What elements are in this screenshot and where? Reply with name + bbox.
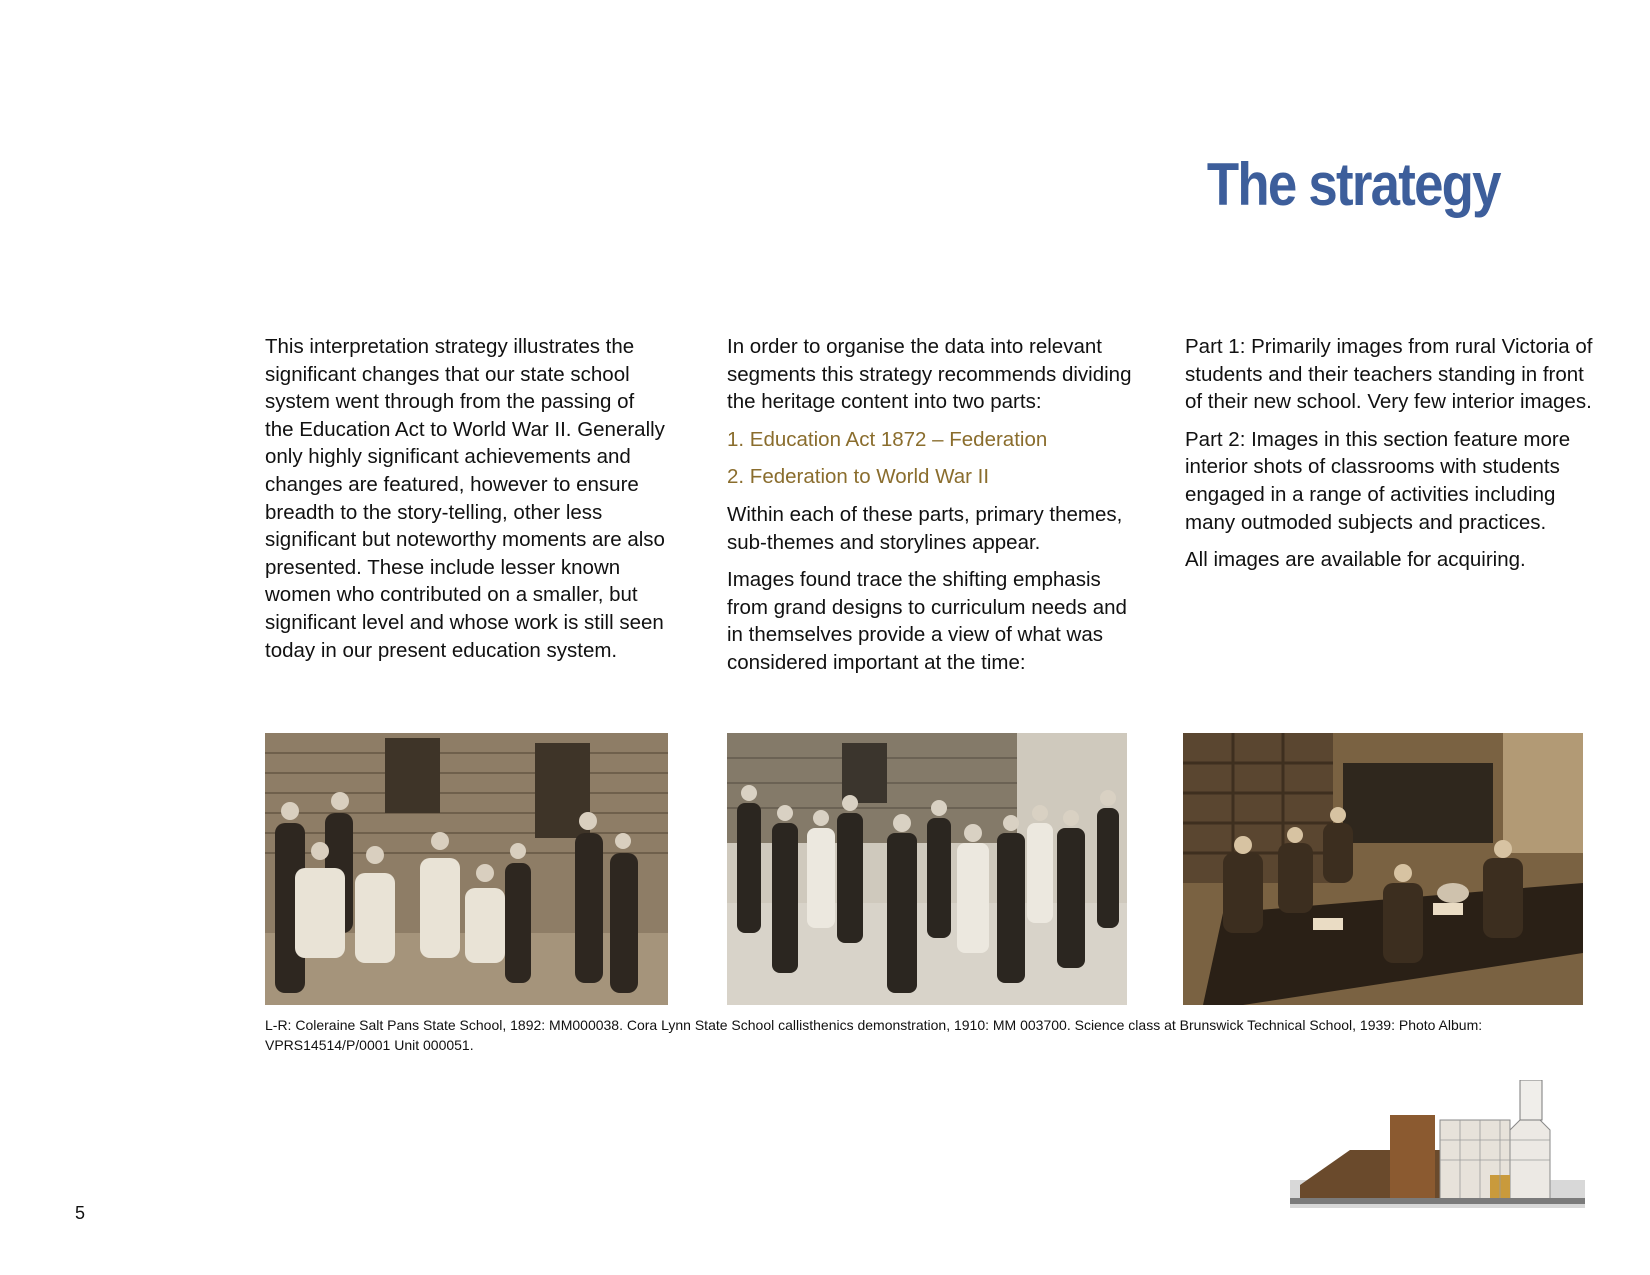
part-one-heading: 1. Education Act 1872 – Federation xyxy=(727,427,1048,451)
page-number: 5 xyxy=(75,1203,86,1223)
column-intro xyxy=(265,333,665,674)
column-structure xyxy=(727,333,1137,687)
themes-paragraph: Within each of these parts, primary themes, sub-themes and storylines appear. xyxy=(727,502,1123,554)
images-paragraph: Images found trace the shifting emphasis from grand designs to curriculum needs and in themselves provide a view of what was considered important at the time: xyxy=(727,568,1127,674)
part-one-description: Part 1: Primarily images from rural Victoria of students and their teachers standing in front of their new school. Very few interior images. xyxy=(1185,335,1593,414)
page-title: The strategy xyxy=(1207,151,1500,218)
part-two-description: Part 2: Images in this section feature more interior shots of classrooms with students engaged in a range of activities including many outmoded subjects and practices. xyxy=(1185,427,1571,534)
availability-note: All images are available for acquiring. xyxy=(1185,548,1526,572)
structure-paragraph: In order to organise the data into relevant segments this strategy recommends dividing the heritage content into two parts: xyxy=(727,335,1132,414)
photo-brunswick-science-class xyxy=(1183,733,1583,1005)
building-illustration xyxy=(1290,1080,1585,1208)
photo-caption: L-R: Coleraine Salt Pans State School, 1892: MM000038. Cora Lynn State School callisthenics demonstration, 1910: MM 003700. Science class at Brunswick Technical School, 1939: Photo Album: VPRS14514/P/0001 Unit 000051. xyxy=(265,1017,1483,1053)
column-parts xyxy=(1185,333,1605,584)
intro-paragraph: This interpretation strategy illustrates the significant changes that our state school system went through from the passing of the Education Act to World War II. Generally only highly significant achievements and changes are featured, however to ensure breadth to the story-telling, other less significant but noteworthy moments are also presented. These include lesser known women who contributed on a smaller, but significant level and whose work is still seen today in our present education system. xyxy=(265,335,665,662)
photo-coleraine-school xyxy=(265,733,668,1005)
part-two-heading: 2. Federation to World War II xyxy=(727,465,990,489)
photo-cora-lynn-callisthenics xyxy=(727,733,1127,1005)
